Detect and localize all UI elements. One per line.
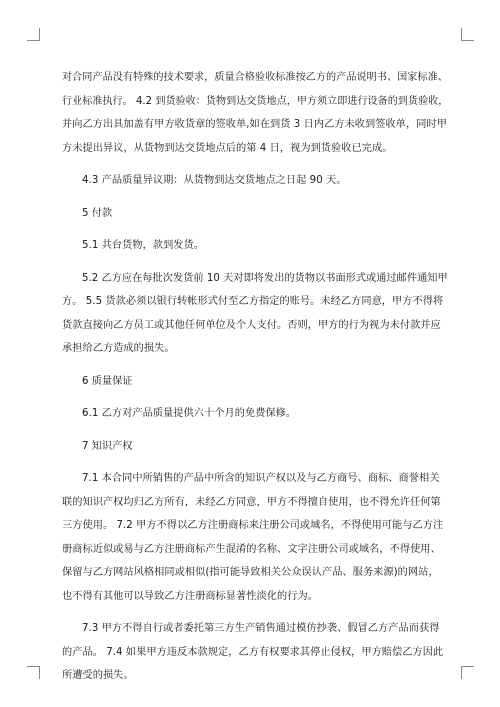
text-line: 保留与乙方网站风格相同或相似(指可能导致相关公众误认产品、服务来源)的网站， xyxy=(62,567,439,578)
paragraph-4-1 xyxy=(62,66,448,160)
crop-mark-bottom-left xyxy=(27,666,40,679)
text-line: 5.2 乙方应在每批次发货前 10 天对即将发出的货物以书面形式或通过邮件通知甲 xyxy=(81,272,448,284)
document-body xyxy=(62,66,448,697)
text-line: 7.3 甲方不得自行或者委托第三方生产销售通过模仿抄袭、假冒乙方产品而获得 xyxy=(82,623,440,634)
text-line: 6.1 乙方对产品质量提供六十个月的免费保修。 xyxy=(82,408,297,419)
section-heading-payment: 5 付款 xyxy=(82,207,113,219)
text-line: 7.1 本合同中所销售的产品中所含的知识产权以及与乙方商号、商标、商誉相关 xyxy=(82,473,440,484)
section-heading-quality: 6 质量保证 xyxy=(82,375,133,387)
crop-mark-bottom-right xyxy=(461,666,474,679)
paragraph-5-1 xyxy=(62,234,448,258)
text-line: 册商标近似或易与乙方注册商标产生混淆的名称、文字注册公司或域名，不得使用、 xyxy=(62,543,441,555)
crop-mark-top-right xyxy=(461,28,474,41)
paragraph-5-2 xyxy=(62,267,448,361)
text-line: 行业标准执行。 4.2 到货验收：货物到达交货地点，甲方须立即进行设备的到货验收， xyxy=(62,95,449,107)
paragraph-4-3 xyxy=(62,169,448,193)
paragraph-6-1 xyxy=(62,402,448,426)
section-heading-ip: 7 知识产权 xyxy=(82,440,133,452)
text-line: 也不得有其他可以导致乙方注册商标显著性淡化的行为。 xyxy=(62,590,318,602)
text-line: 三方使用。 7.2 甲方不得以乙方注册商标来注册公司或域名，不得使用可能与乙方注 xyxy=(62,520,444,531)
crop-mark-top-left xyxy=(27,28,40,41)
text-line: 联的知识产权均归乙方所有，未经乙方同意，甲方不得擅自使用，也不得允许任何第 xyxy=(62,496,441,508)
text-line: 4.3 产品质量异议期：从货物到达交货地点之日起 90 天。 xyxy=(82,175,347,186)
paragraph-7-3 xyxy=(62,617,448,688)
paragraph-7-1 xyxy=(62,467,448,608)
text-line: 并向乙方出具加盖有甲方收货章的签收单,如在到货 3 日内乙方未收到签收单，同时甲 xyxy=(62,119,447,130)
text-line: 方。 5.5 货款必须以银行转帐形式付至乙方指定的账号。未经乙方同意，甲方不得将 xyxy=(62,296,444,307)
text-line: 对合同产品没有特殊的技术要求，质量合格验收标准按乙方的产品说明书、国家标准、 xyxy=(62,72,448,83)
text-line: 的产品。 7.4 如果甲方违反本款规定，乙方有权要求其停止侵权，甲方赔偿乙方因此 xyxy=(62,646,444,658)
text-line: 方未提出异议，从货物到达交货地点后的第 4 日，视为到货验收已完成。 xyxy=(62,142,393,154)
text-line: 所遭受的损失。 xyxy=(62,670,134,681)
text-line: 承担给乙方造成的损失。 xyxy=(62,343,175,354)
text-line: 5.1 共台货物，款到发货。 xyxy=(82,240,205,251)
text-line: 货款直接向乙方员工或其他任何单位及个人支付。否则，甲方的行为视为未付款并应 xyxy=(62,319,441,331)
